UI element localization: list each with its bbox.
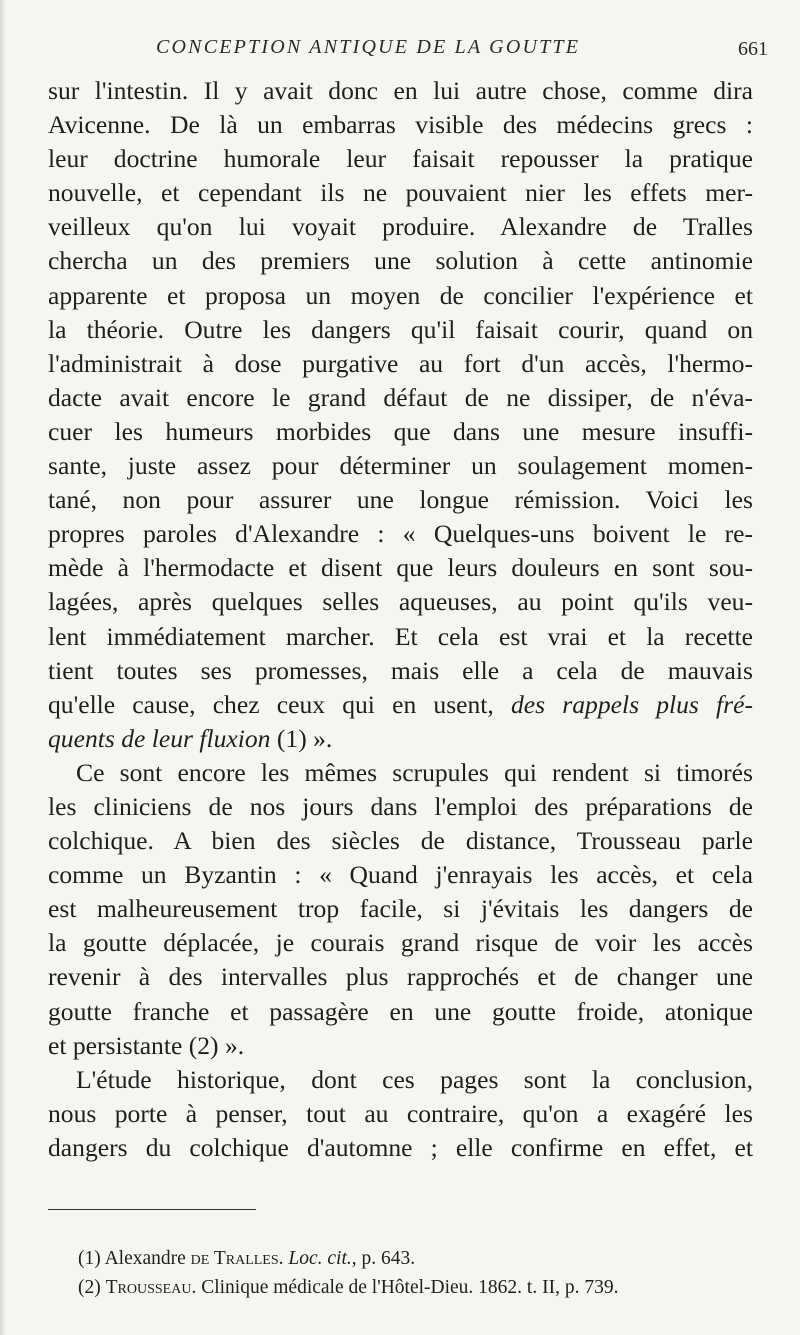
text-line (48, 722, 753, 756)
text-line: Ce sont encore les mêmes scrupules qui rendent si timorés (76, 757, 753, 787)
text-line: est malheureusement trop facile, si j'évitais les dangers de (48, 894, 753, 924)
text-line: nous porte à penser, tout au contraire, qu'on a exagéré les (48, 1098, 753, 1128)
text-line (48, 688, 753, 722)
text-run: qu'elle cause, chez ceux qui en usent, (48, 689, 511, 719)
footnote-author-smallcaps: de Tralles. (190, 1248, 284, 1269)
text-line: veilleux qu'on lui voyait produire. Alexandre de Tralles (48, 212, 753, 242)
text-line: comme un Byzantin : « Quand j'enrayais les accès, et cela (48, 860, 753, 890)
text-line: dacte avait encore le grand défaut de ne dissiper, de n'éva- (48, 382, 753, 412)
text-run: (1) ». (270, 723, 333, 753)
text-line: tient toutes ses promesses, mais elle a cela de mauvais (48, 655, 753, 685)
text-line: Avicenne. De là un embarras visible des médecins grecs : (48, 110, 753, 140)
text-line: sante, juste assez pour déterminer un soulagement momen- (48, 451, 753, 481)
body-text (48, 74, 753, 1165)
page-edge-shadow (0, 0, 6, 1335)
footnote-author: Alexandre (104, 1248, 191, 1269)
text-line: leur doctrine humorale leur faisait repousser la pratique (48, 144, 753, 174)
text-line: les cliniciens de nos jours dans l'emploi des préparations de (48, 791, 753, 821)
footnote-author-smallcaps: Trousseau. (105, 1277, 197, 1298)
text-line: mède à l'hermodacte et disent que leurs douleurs en sont sou- (48, 553, 753, 583)
text-line: l'administrait à dose purgative au fort d'un accès, l'hermo- (48, 348, 753, 378)
text-line: dangers du colchique d'automne ; elle confirme en effet, et (48, 1132, 753, 1162)
page-number: 661 (738, 38, 768, 60)
text-line: la goutte déplacée, je courais grand risque de voir les accès (48, 928, 753, 958)
text-line: chercha un des premiers une solution à cette antinomie (48, 246, 753, 276)
footnote-rule (48, 1209, 256, 1210)
page-header (48, 36, 768, 62)
footnote-reference: Loc. cit. (288, 1248, 352, 1269)
text-line: colchique. A bien des siècles de distance, Trousseau parle (48, 826, 753, 856)
text-line: lent immédiatement marcher. Et cela est vrai et la recette (48, 621, 753, 651)
text-line: goutte franche et passagère en une goutte froide, atonique (48, 996, 753, 1026)
text-line: tané, non pour assurer une longue rémission. Voici les (48, 485, 753, 515)
text-line: cuer les humeurs morbides que dans une mesure insuffi- (48, 416, 753, 446)
text-line: nouvelle, et cependant ils ne pouvaient nier les effets mer- (48, 178, 753, 208)
footnotes (78, 1244, 768, 1302)
italic-quote: des rappels plus fré- (510, 689, 753, 719)
footnote-number: (2) (78, 1277, 101, 1298)
text-line: L'étude historique, dont ces pages sont la conclusion, (76, 1064, 753, 1094)
text-line: sur l'intestin. Il y avait donc en lui autre chose, comme dira (48, 76, 753, 105)
footnote-citation: Clinique médicale de l'Hôtel-Dieu. 1862. t. II, p. 739. (196, 1277, 619, 1298)
text-line: la théorie. Outre les dangers qu'il faisait courir, quand on (48, 314, 753, 344)
italic-quote: quents de leur fluxion (48, 723, 271, 753)
footnote-page: , p. 643. (351, 1248, 416, 1269)
footnote-number: (1) (78, 1248, 101, 1269)
text-line: propres paroles d'Alexandre : « Quelques-uns boivent le re- (48, 519, 753, 549)
text-line: lagées, après quelques selles aqueuses, au point qu'ils veu- (48, 587, 753, 617)
footnote-2 (78, 1273, 768, 1302)
text-line: revenir à des intervalles plus rapprochés et de changer une (48, 962, 753, 992)
text-line: apparente et proposa un moyen de concilier l'expérience et (48, 280, 753, 310)
footnote-1 (78, 1244, 768, 1273)
text-line: et persistante (2) ». (48, 1030, 245, 1060)
running-title: CONCEPTION ANTIQUE DE LA GOUTTE (156, 36, 581, 58)
